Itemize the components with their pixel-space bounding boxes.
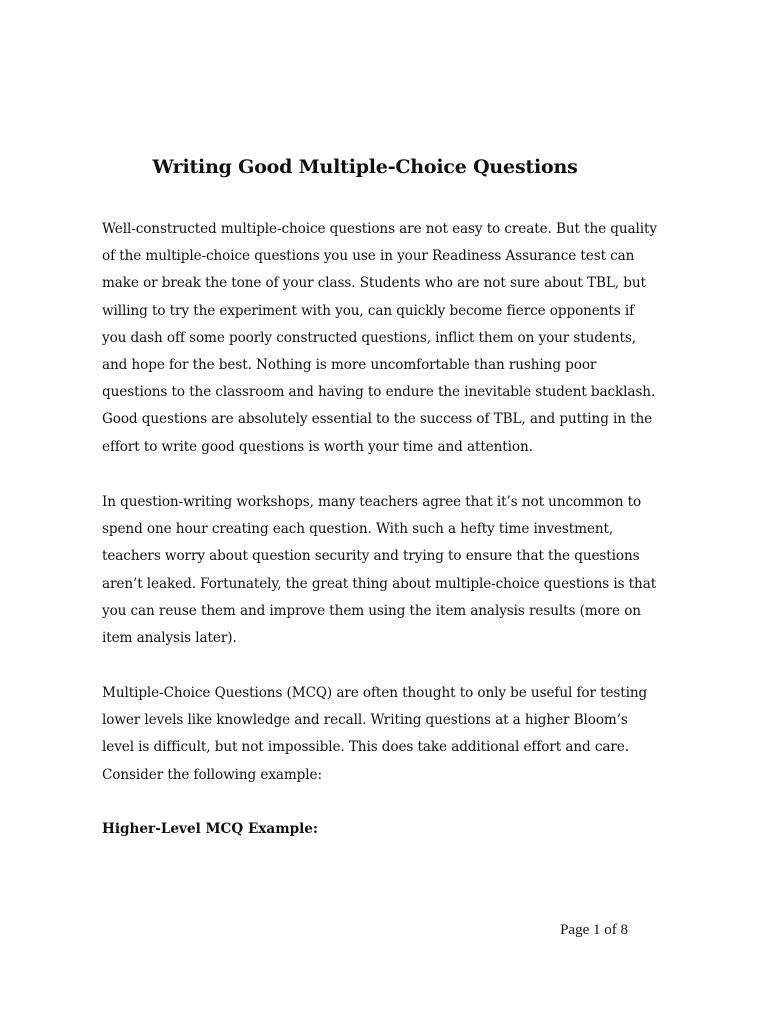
section-subheading: Higher-Level MCQ Example: [102, 821, 318, 837]
paragraph-workshops: In question-writing workshops, many teachers agree that it’s not uncommon to spend one hour creating each question. With such a hefty time investment, teachers worry about question security and trying to ensure that the questions aren’t leaked. Fortunately, the great thing about multiple-choice questions is that you can reuse them and improve them using the item analysis results (more on item analysis later). [102, 494, 657, 647]
paragraph-mcq-levels: Multiple-Choice Questions (MCQ) are often thought to only be useful for testing lower levels like knowledge and recall. Writing questions at a higher Bloom’s level is difficult, but not impossible. This does take additional effort and care. Consider the following example: [102, 685, 648, 783]
page-number: Page 1 of 8 [560, 922, 628, 938]
document-title: Writing Good Multiple-Choice Questions [152, 156, 578, 178]
paragraph-intro: Well-constructed multiple-choice questions are not easy to create. But the quality of the multiple-choice questions you use in your Readiness Assurance test can make or break the tone of your class. Students who are not sure about TBL, but willing to try the experiment with you, can quickly become fierce opponents if you dash off some poorly constructed questions, inflict them on your students, and hope for the best. Nothing is more uncomfortable than rushing poor questions to the classroom and having to endure the inevitable student backlash. Good questions are absolutely essential to the success of TBL, and putting in the effort to write good questions is worth your time and attention. [102, 221, 657, 455]
